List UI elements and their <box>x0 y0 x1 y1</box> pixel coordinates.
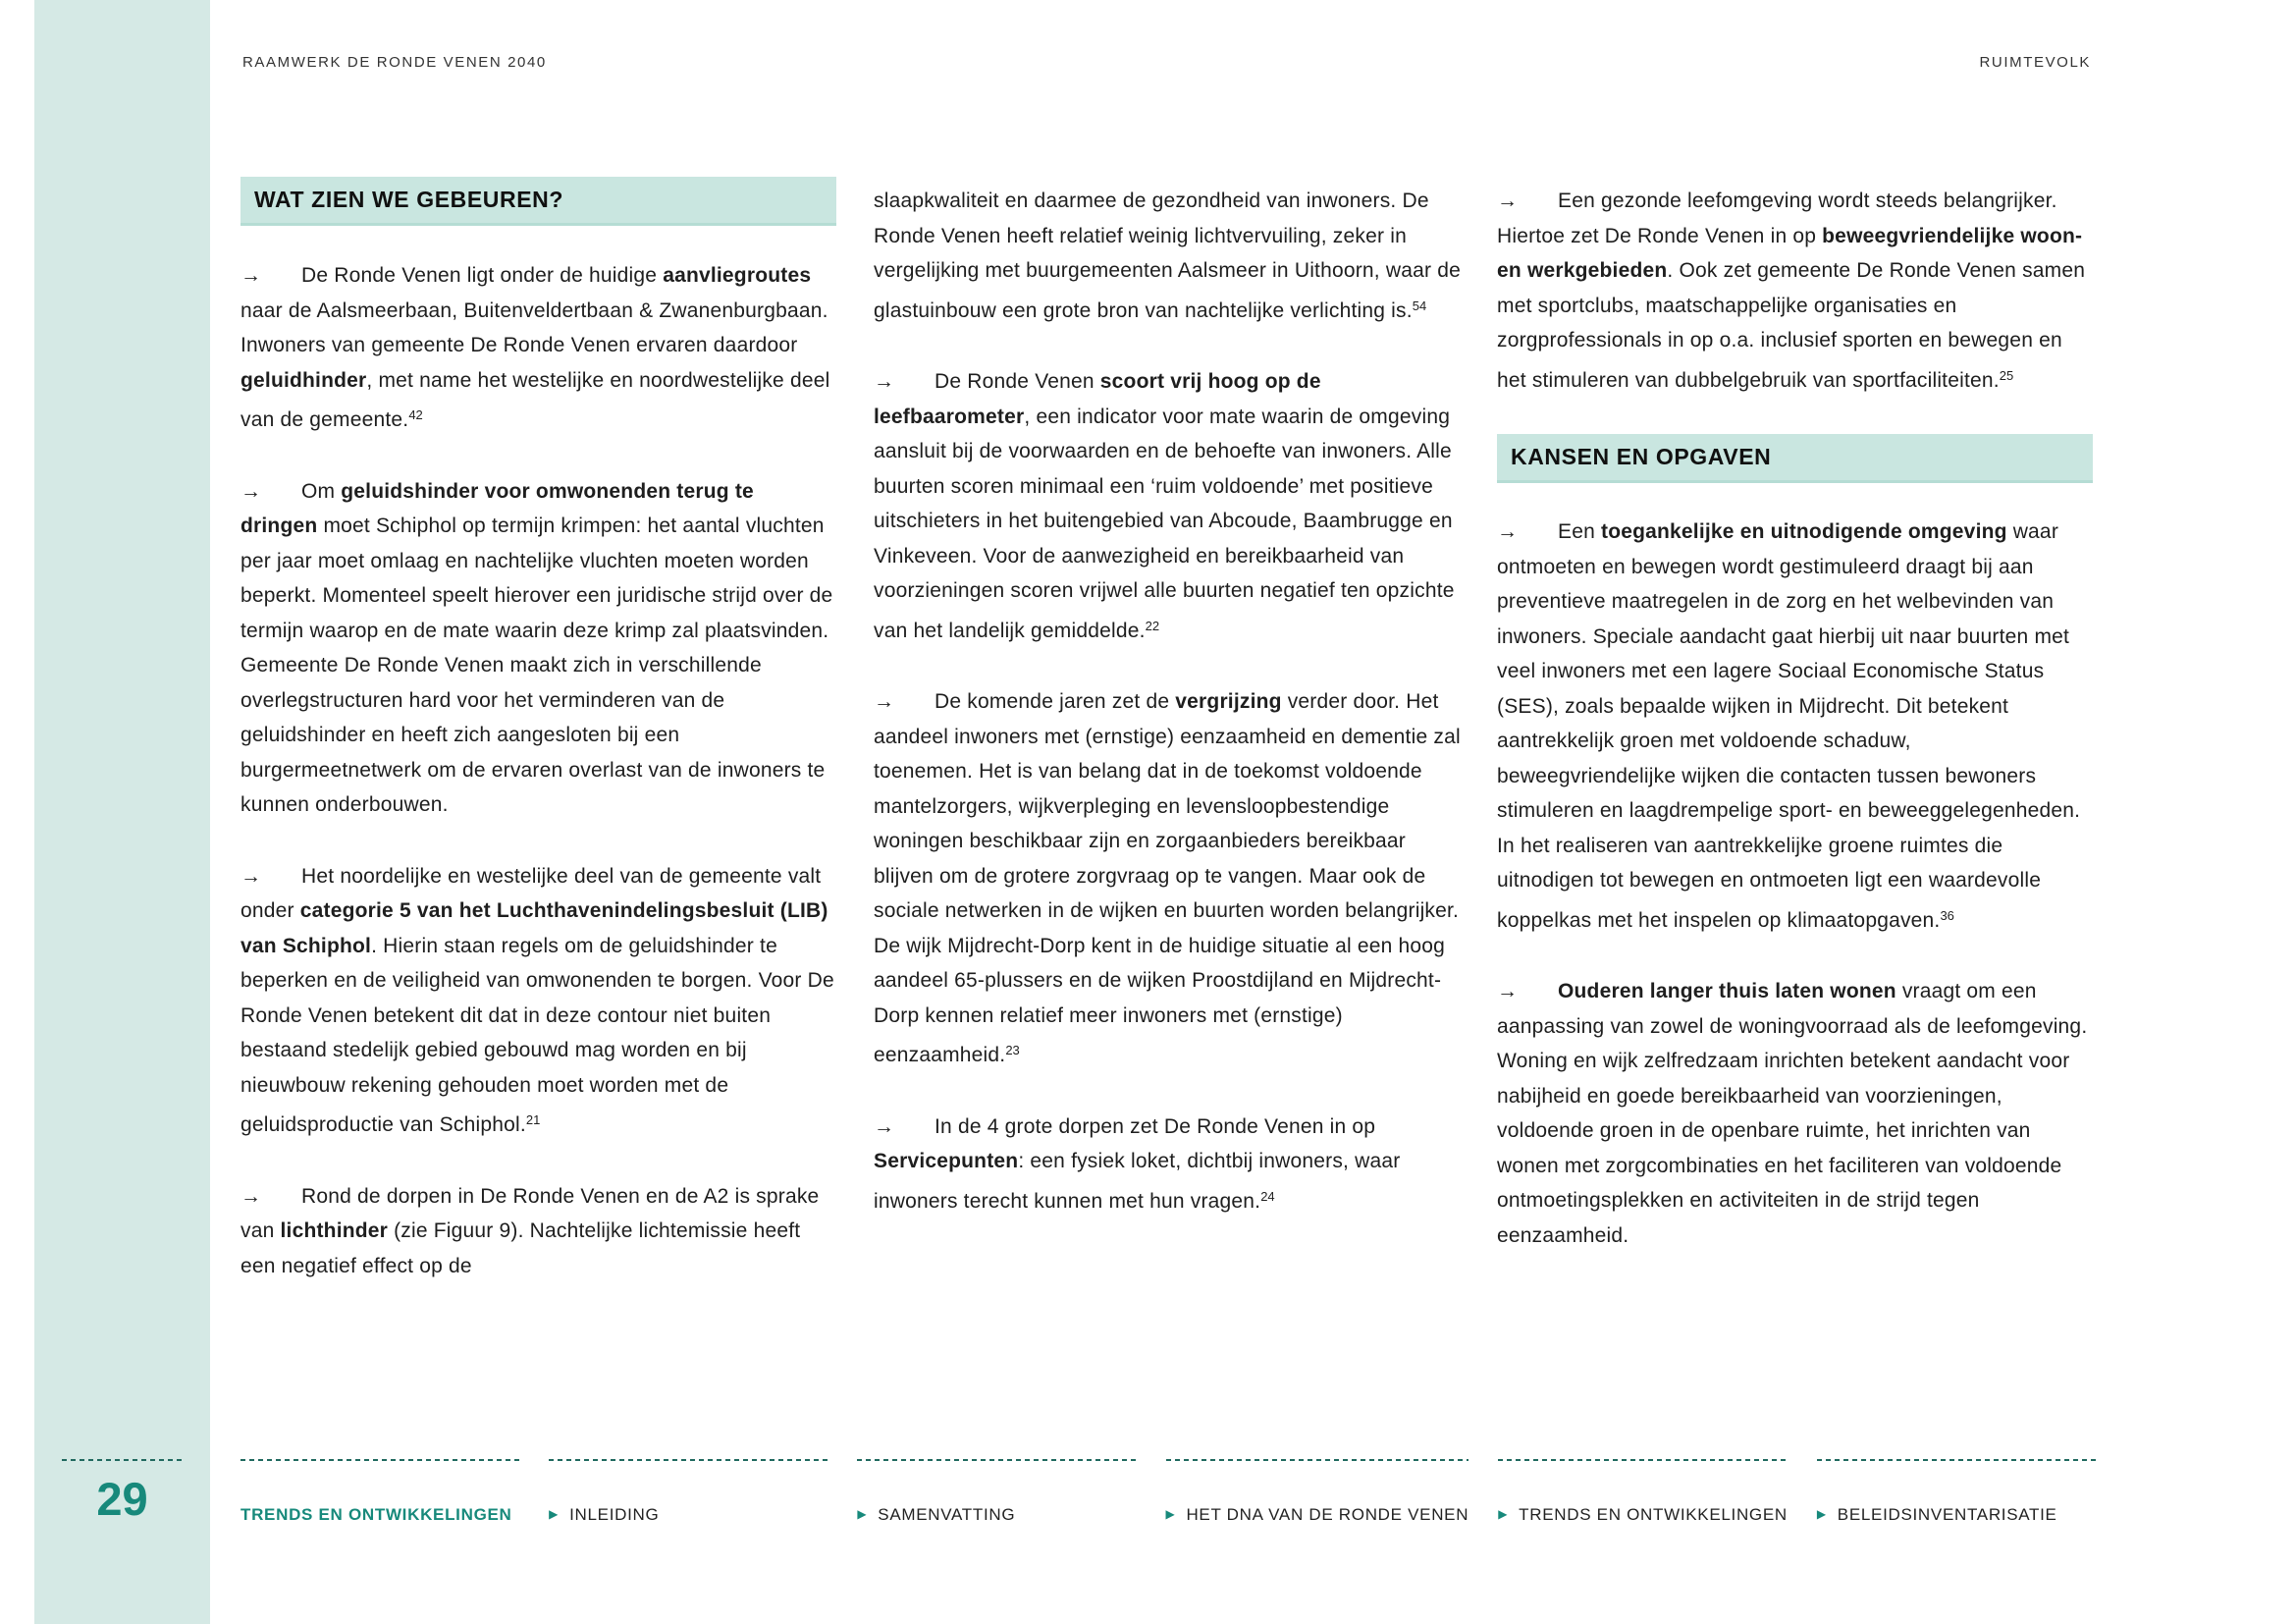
text-segment: Het noordelijke en westelijke deel van de gemeente valt onder <box>240 864 822 922</box>
footnote-reference: 42 <box>408 407 423 422</box>
text-segment: (zie Figuur 9). Nachtelijke lichtemissie heeft een negatief effect op de <box>240 1219 801 1277</box>
page-number-block <box>34 1459 210 1525</box>
section-heading-kansen-en-opgaven <box>1497 434 2093 483</box>
text-segment: In de 4 grote dorpen zet De Ronde Venen in op <box>934 1114 1376 1138</box>
footer-nav-label: BELEIDSINVENTARISATIE <box>1837 1505 2057 1524</box>
text-segment: Ouderen langer thuis laten wonen <box>1558 980 1896 1002</box>
text-segment: Rond de dorpen in De Ronde Venen en de A2 is sprake van <box>240 1184 820 1242</box>
text-segment: scoort vrij hoog op de leefbaarometer <box>874 370 1321 428</box>
footnote-reference: 21 <box>525 1112 541 1127</box>
paragraph-leefbaarometer <box>874 364 1469 648</box>
footer-nav-het-dna-van-de-ronde-venen[interactable] <box>1166 1459 1469 1525</box>
dashed-rule <box>549 1459 828 1462</box>
arrow-marker: → <box>1497 189 1519 212</box>
paragraph-lichthinder <box>240 1179 836 1284</box>
arrow-marker: → <box>240 1184 262 1208</box>
footer-nav-trends-en-ontwikkelingen[interactable] <box>1498 1459 1788 1525</box>
text-segment: . Hierin staan regels om de geluidshinder te beperken en de veiligheid van omwonenden te borgen. Voor De Ronde Venen betekent dit dat in deze contour niet buiten bestaand stedelijk gebied gebouwd mag worden en bij nieuwbouw rekening gehouden moet worden met de geluidsproductie van Schiphol. <box>240 934 834 1136</box>
text-segment: moet Schiphol op termijn krimpen: het aantal vluchten per jaar moet omlaag en nachtelijke vluchten moeten worden beperkt. Momenteel speelt hierover een juridische strijd over de termijn waarop en de mate waarin deze krimp zal plaatsvinden. Gemeente De Ronde Venen maakt zich in verschillende overlegstructuren hard voor het verminderen van de geluidshinder en heeft zich aangesloten bij een burgermeetnetwerk om de ervaren overlast van de inwoners te kunnen onderbouwen. <box>240 514 833 816</box>
text-segment: lichthinder <box>280 1219 389 1242</box>
text-segment: , met name het westelijke en noordwestelijke deel van de gemeente. <box>240 368 830 431</box>
text-segment: categorie 5 van het Luchthavenindelingsbesluit (LIB) van Schiphol <box>240 899 828 957</box>
text-segment: vergrijzing <box>1175 690 1282 713</box>
footer-nav-label: TRENDS EN ONTWIKKELINGEN <box>1519 1505 1788 1524</box>
footer-nav-beleidsinventarisatie[interactable] <box>1817 1459 2096 1525</box>
footer-item-current-section <box>240 1459 519 1525</box>
text-segment: De Ronde Venen ligt onder de huidige <box>301 264 664 287</box>
column-1 <box>240 177 836 1320</box>
left-accent-bar <box>34 0 210 1624</box>
footnote-reference: 25 <box>1999 367 2014 383</box>
footnote-reference: 22 <box>1145 618 1160 633</box>
text-segment: De Ronde Venen <box>934 370 1100 393</box>
arrow-marker: → <box>874 1114 895 1138</box>
paragraph-ouderen-langer-thuis <box>1497 974 2093 1253</box>
footnote-reference: 24 <box>1260 1188 1275 1204</box>
dashed-rule <box>1817 1459 2096 1462</box>
triangle-arrow-icon: ▶ <box>1816 1507 1827 1521</box>
dashed-rule <box>1498 1459 1788 1462</box>
text-segment: slaapkwaliteit en daarmee de gezondheid van inwoners. De Ronde Venen heeft relatief weinig lichtvervuiling, zeker in vergelijking met buurgemeenten Aalsmeer in Uithoorn, waar de glastuinbouw een grote bron van nachtelijke verlichting is. <box>874 189 1461 322</box>
section-heading-label: KANSEN EN OPGAVEN <box>1511 443 1772 469</box>
paragraph-slaapkwaliteit <box>874 184 1469 328</box>
dashed-rule <box>62 1459 184 1462</box>
paragraph-aanvliegroutes <box>240 258 836 438</box>
text-segment: geluidshinder voor omwonenden terug te dringen <box>240 479 754 537</box>
text-segment: Servicepunten <box>874 1150 1019 1172</box>
text-segment: Om <box>301 479 342 503</box>
arrow-marker: → <box>874 370 895 393</box>
text-segment: De komende jaren zet de <box>934 690 1176 713</box>
triangle-arrow-icon: ▶ <box>1498 1507 1509 1521</box>
footnote-reference: 36 <box>1940 907 1954 923</box>
arrow-marker: → <box>874 690 895 713</box>
footer-nav-label: INLEIDING <box>569 1505 660 1524</box>
paragraph-gezonde-leefomgeving <box>1497 184 2093 398</box>
paragraph-geluidshinder-terugdringen <box>240 474 836 823</box>
text-segment: geluidhinder <box>240 368 367 392</box>
paragraph-servicepunten <box>874 1110 1469 1219</box>
arrow-marker: → <box>240 864 262 888</box>
text-segment: : een fysiek loket, dichtbij inwoners, waar inwoners terecht kunnen met hun vragen. <box>874 1150 1401 1213</box>
footer-nav <box>240 1459 2096 1525</box>
arrow-marker: → <box>240 479 262 503</box>
footer-nav-label: SAMENVATTING <box>878 1505 1016 1524</box>
triangle-arrow-icon: ▶ <box>1165 1507 1176 1521</box>
text-segment: aanvliegroutes <box>663 264 812 287</box>
column-3 <box>1497 184 2093 1289</box>
text-segment: verder door. Het aandeel inwoners met (ernstige) eenzaamheid en dementie zal toenemen. Het is van belang dat in de toekomst voldoende mantelzorgers, wijkverpleging en levensloopbestendige woningen beschikbaar zijn en zorgaanbieders bereikbaar blijven om de grotere zorgvraag op te vangen. Maar ook de sociale netwerken in de wijken en buurten worden belangrijker. De wijk Mijdrecht-Dorp kent in de huidige situatie al een hoog aandeel 65-plussers en de wijken Proostdijland en Mijdrecht-Dorp kennen relatief meer inwoners met (ernstige) eenzaamheid. <box>874 690 1461 1066</box>
text-segment: vraagt om een aanpassing van zowel de woningvoorraad als de leefomgeving. Woning en wijk zelfredzaam inrichten betekent aandacht voor nabijheid en goede bereikbaarheid van voorzieningen, voldoende groen in de openbare ruimte, het inrichten van wonen met zorgcombinaties en het faciliteren van voldoende ontmoetingsplekken en activiteiten in de strijd tegen eenzaamheid. <box>1497 980 2088 1247</box>
text-segment: toegankelijke en uitnodigende omgeving <box>1601 520 2007 543</box>
footnote-reference: 23 <box>1005 1043 1020 1057</box>
section-heading-wat-zien-we-gebeuren <box>240 177 836 226</box>
triangle-arrow-icon: ▶ <box>549 1507 560 1521</box>
section-heading-label: WAT ZIEN WE GEBEUREN? <box>254 186 564 212</box>
triangle-arrow-icon: ▶ <box>857 1507 868 1521</box>
footnote-reference: 54 <box>1412 298 1427 313</box>
paragraph-vergrijzing <box>874 684 1469 1073</box>
footer-current-section-label: TRENDS EN ONTWIKKELINGEN <box>240 1505 512 1524</box>
text-segment: , een indicator voor mate waarin de omgeving aansluit bij de voorwaarden en de behoefte van inwoners. Alle buurten scoren minimaal een ‘ruim voldoende’ met positieve uitschieters in het buitengebied van Abcoude, Baambrugge en Vinkeveen. Voor de aanwezigheid en bereikbaarheid van voorzieningen scoren vrijwel alle buurten negatief ten opzichte van het landelijk gemiddelde. <box>874 405 1455 642</box>
paragraph-lib-categorie-5 <box>240 859 836 1143</box>
text-segment: naar de Aalsmeerbaan, Buitenveldertbaan & Zwanenburgbaan. Inwoners van gemeente De Ronde Venen ervaren daardoor <box>240 298 828 356</box>
arrow-marker: → <box>240 264 262 287</box>
column-2 <box>874 184 1469 1255</box>
dashed-rule <box>1166 1459 1469 1462</box>
paragraph-toegankelijke-omgeving <box>1497 514 2093 938</box>
text-segment: Een gezonde leefomgeving wordt steeds belangrijker. Hiertoe zet De Ronde Venen in op <box>1497 189 2057 247</box>
running-header-brand: RUIMTEVOLK <box>1979 54 2091 71</box>
footer-nav-inleiding[interactable] <box>549 1459 828 1525</box>
dashed-rule <box>857 1459 1136 1462</box>
text-segment: . Ook zet gemeente De Ronde Venen samen met sportclubs, maatschappelijke organisaties en zorgprofessionals in op o.a. inclusief sporten en bewegen en het stimuleren van dubbelgebruik van sportfaciliteiten. <box>1497 259 2086 392</box>
footer-nav-label: HET DNA VAN DE RONDE VENEN <box>1186 1505 1469 1524</box>
running-header-title: RAAMWERK DE RONDE VENEN 2040 <box>242 54 547 71</box>
dashed-rule <box>240 1459 519 1462</box>
text-segment: waar ontmoeten en bewegen wordt gestimuleerd draagt bij aan preventieve maatregelen in de zorg en het welbevinden van inwoners. Speciale aandacht gaat hierbij uit naar buurten met veel inwoners met een lagere Sociaal Economische Status (SES), zoals bepaalde wijken in Mijdrecht. Dit betekent aantrekkelijk groen met voldoende schaduw, beweegvriendelijke wijken die contacten tussen bewoners stimuleren en laagdrempelige sport- en beweeggelegenheden. In het realiseren van aantrekkelijke groene ruimtes die uitnodigen tot bewegen en ontmoeten ligt een waardevolle koppelkas met het inspelen op klimaatopgaven. <box>1497 520 2081 932</box>
text-segment: Een <box>1558 520 1601 543</box>
arrow-marker: → <box>1497 980 1519 1002</box>
arrow-marker: → <box>1497 520 1519 543</box>
footer-nav-samenvatting[interactable] <box>857 1459 1136 1525</box>
text-segment: beweegvriendelijke woon- en werkgebieden <box>1497 224 2083 282</box>
page-number: 29 <box>96 1473 148 1525</box>
